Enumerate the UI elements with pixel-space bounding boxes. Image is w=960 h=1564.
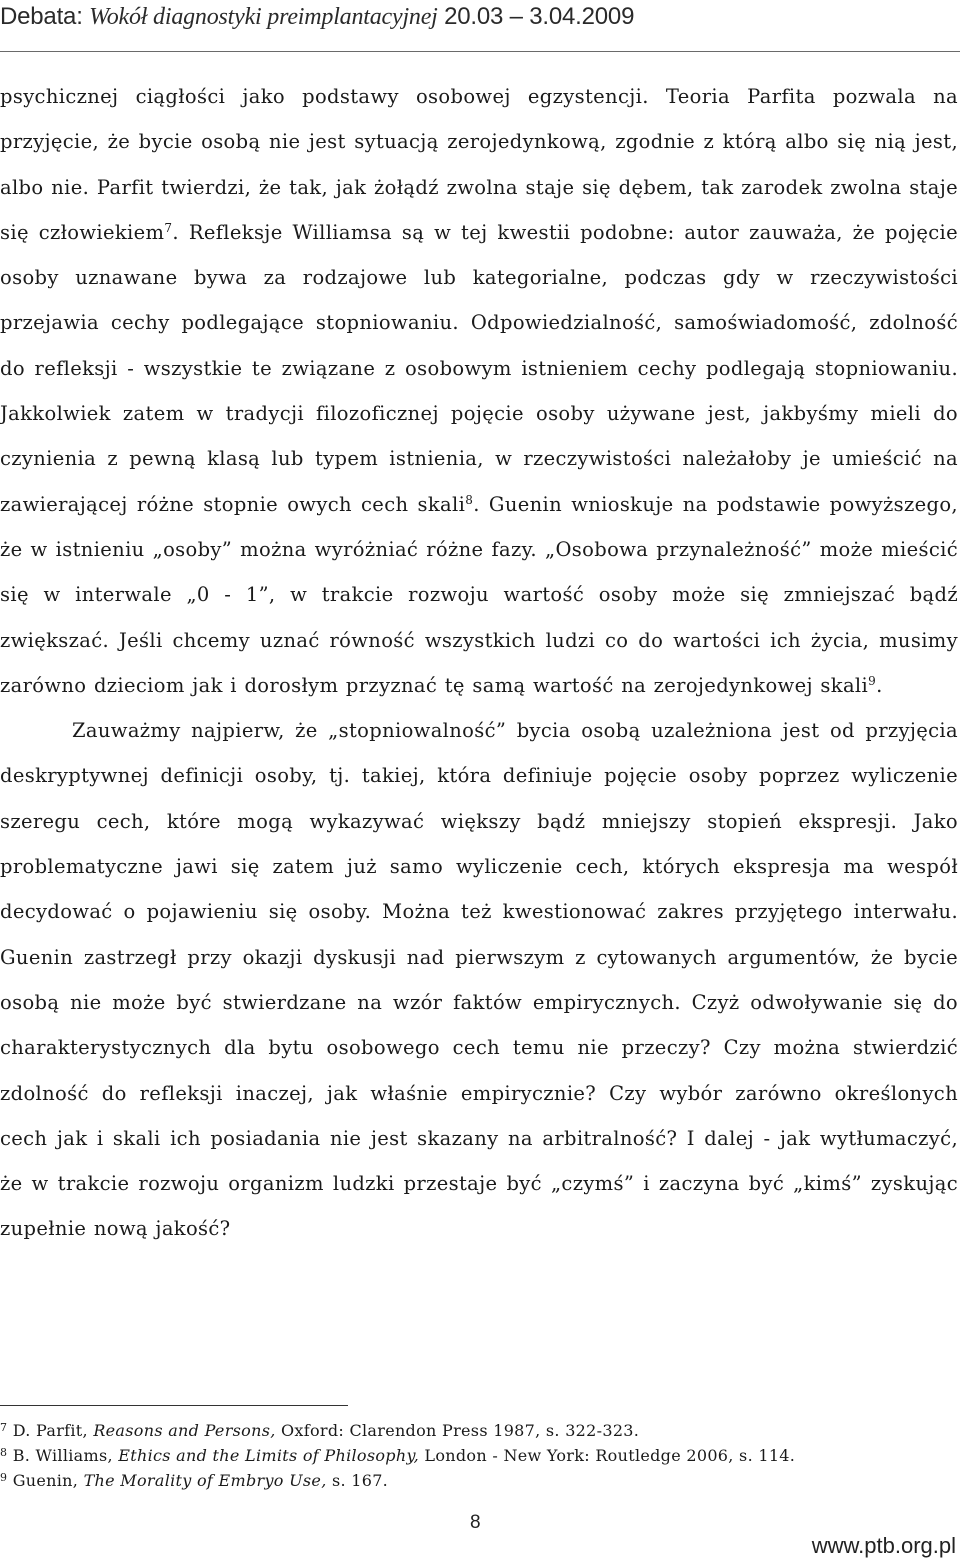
paragraph-2: Zauważmy najpierw, że „stopniowalność” bycia osobą uzależniona jest od przyjęcia deskryptywnej definicji osoby, tj. takiej, która definiuje pojęcie osoby poprzez wyliczenie szeregu cech, które mogą wykazywać większy bądź mniejszy stopień ekspresji. Jako problematyczne jawi się zatem już samo wyliczenie cech, których ekspresja ma wespół decydować o pojawieniu się osoby. Można też kwestionować zakres przyjętego interwału. Guenin zastrzegł przy okazji dyskusji nad pierwszym z cytowanych argumentów, że bycie osobą nie może być stwierdzane na wzór faktów empirycznych. Czyż odwoływanie się do charakterystycznych dla bytu osobowego cech temu nie przeczy? Czy można stwierdzić zdolność do refleksji inaczej, jak właśnie empirycznie? Czy wybór zarówno określonych cech jak i skali ich posiadania nie jest skazany na arbitralność? I dalej - jak wytłumaczyć, że w trakcie rozwoju organizm ludzki przestaje być „czymś” i zaczyna być „kimś” zyskując zupełnie nową jakość? <box>0 719 958 1241</box>
page-number: 8 <box>470 1512 481 1533</box>
footnote-source: London - New York: Routledge 2006, s. 114. <box>419 1446 796 1465</box>
footnote-number: 9 <box>0 1471 8 1484</box>
footnote-separator <box>0 1405 348 1406</box>
footnote-title: Ethics and the Limits of Philosophy, <box>118 1446 420 1465</box>
footnote-title: The Morality of Embryo Use, <box>83 1471 327 1490</box>
footnote-source: Oxford: Clarendon Press 1987, s. 322-323. <box>275 1421 640 1440</box>
footnote-ref-8[interactable]: 8 <box>465 492 474 507</box>
footnote-author: D. Parfit, <box>7 1421 94 1440</box>
site-url[interactable]: www.ptb.org.pl <box>811 1533 956 1558</box>
paragraph-1-part-1: psychicznej ciągłości jako podstawy osobowej egzystencji. Teoria Parfita pozwala na przyjęcie, że bycie osobą nie jest sytuacją zerojedynkową, zgodnie z którą albo się nią jest, albo nie. Parfit twierdzi, że tak, jak żołądź zwolna staje się dębem, tak zarodek zwolna staje się człowiekiem <box>0 85 958 244</box>
footnote-number: 8 <box>0 1446 8 1459</box>
footnote-author: Guenin, <box>7 1471 84 1490</box>
paragraph-1-part-2: . Refleksje Williamsa są w tej kwestii podobne: autor zauważa, że pojęcie osoby uznawane bywa za rodzajowe lub kategorialne, podczas gdy w rzeczywistości przejawia cechy podlegające stopniowaniu. Odpowiedzialność, samoświadomość, zdolność do refleksji - wszystkie te związane z osobowym istnieniem cechy podlegają stopniowaniu. Jakkolwiek zatem w tradycji filozoficznej pojęcie osoby używane jest, jakbyśmy mieli do czynienia z pewną klasą lub typem istnienia, w rzeczywistości należałoby je umieścić na zawierającej różne stopnie owych cech skali <box>0 220 959 516</box>
paragraph-1 <box>0 74 958 708</box>
header-title: Wokół diagnostyki preimplantacyjnej <box>89 4 438 30</box>
paragraph-1-part-3: . Guenin wnioskuje na podstawie powyższego, że w istnieniu „osoby” można wyróżniać różne fazy. „Osobowa przynależność” może mieścić się w interwale „0 - 1”, w trakcie rozwoju wartość osoby może się zmniejszać bądź zwiększać. Jeśli chcemy uznać równość wszystkich ludzi co do wartości ich życia, musimy zarówno dzieciom jak i dorosłym przyznać tę samą wartość na zerojedynkowej skali <box>0 492 958 697</box>
footnote-title: Reasons and Persons, <box>93 1421 276 1440</box>
footnote-number: 7 <box>0 1421 8 1434</box>
footnote-ref-7[interactable]: 7 <box>164 220 173 235</box>
footnote-9 <box>0 1468 958 1493</box>
running-header <box>0 0 960 52</box>
footnote-8 <box>0 1443 958 1468</box>
footnote-ref-9[interactable]: 9 <box>868 673 877 688</box>
footnote-7 <box>0 1418 958 1443</box>
body-text <box>0 74 958 1252</box>
header-prefix: Debata: <box>0 3 90 30</box>
header-text <box>0 3 634 31</box>
footnote-author: B. Williams, <box>7 1446 119 1465</box>
footnote-source: s. 167. <box>326 1471 389 1490</box>
header-dates: 20.03 – 3.04.2009 <box>437 3 635 30</box>
footnotes <box>0 1418 958 1493</box>
paragraph-1-part-4: . <box>876 673 883 697</box>
